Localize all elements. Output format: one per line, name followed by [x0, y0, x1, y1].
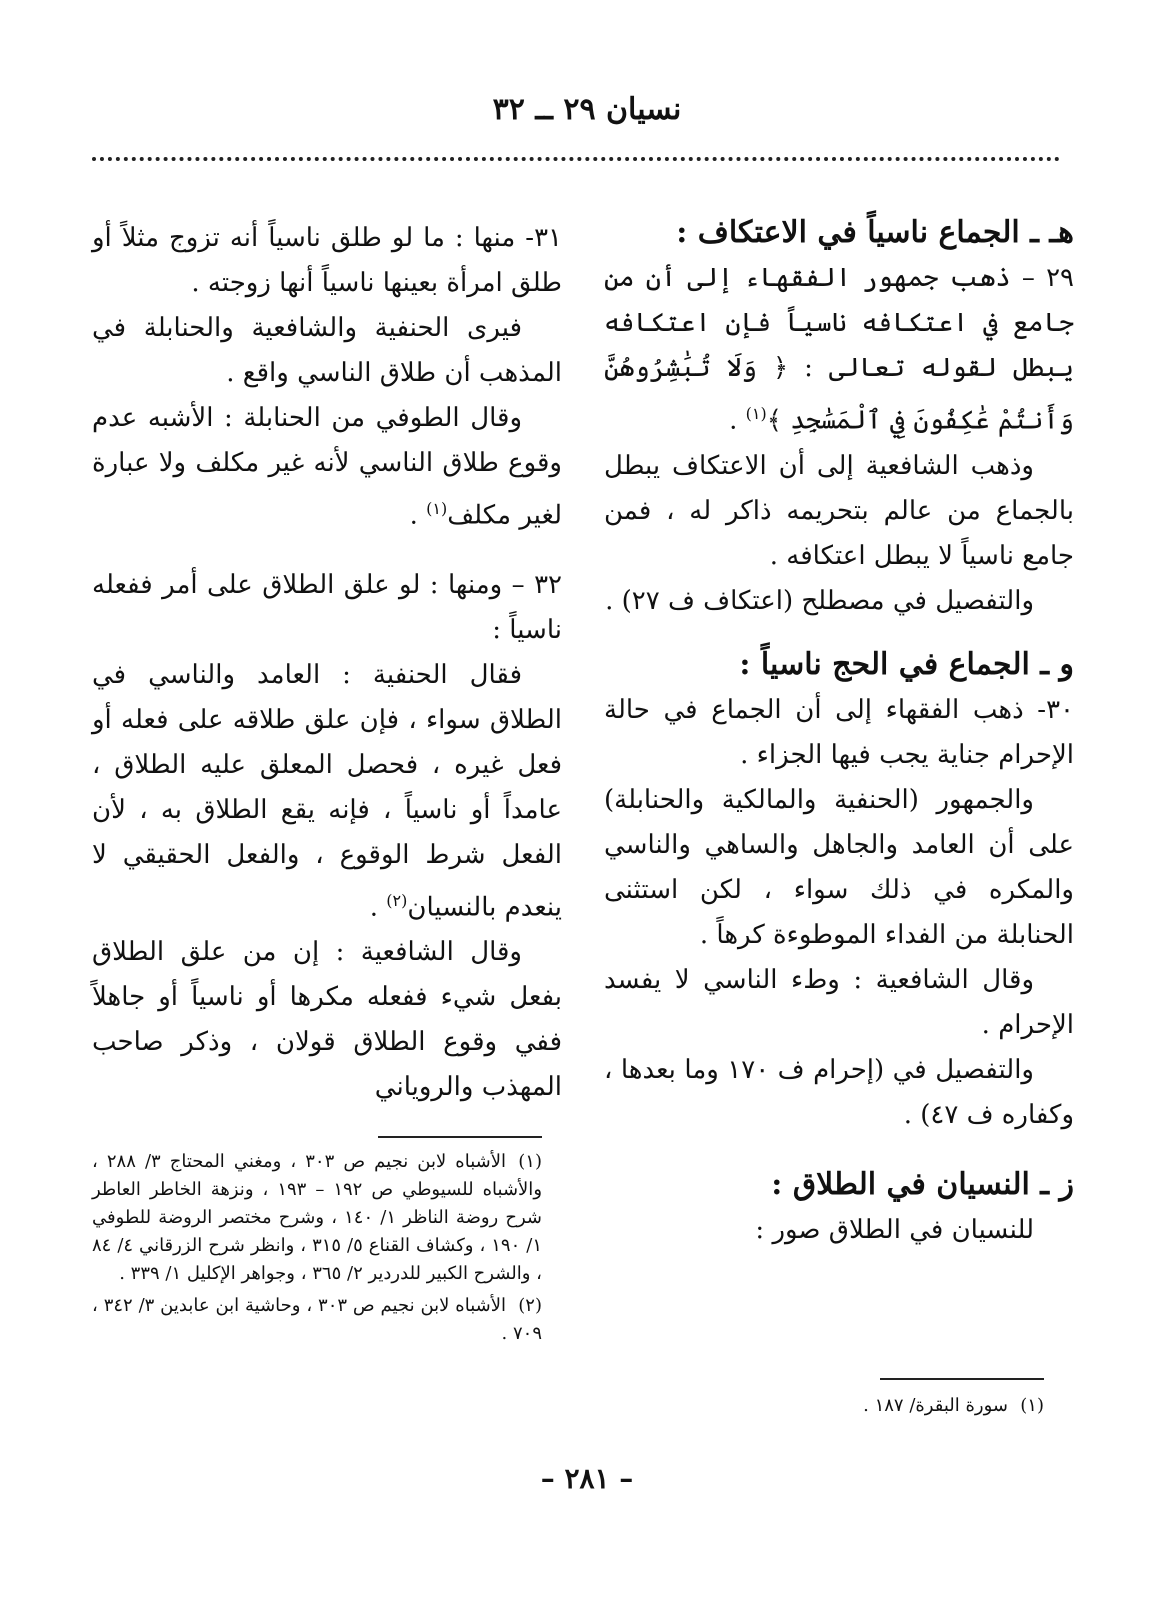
paragraph-30-detail: والتفصيل في (إحرام ف ١٧٠ وما بعدها ، وكفاره ف ٤٧) .	[604, 1054, 1074, 1130]
footnote-rule-right	[880, 1378, 1044, 1380]
paragraph-29-detail: والتفصيل في مصطلح (اعتكاف ف ٢٧) .	[605, 585, 1034, 616]
paragraph-29-shafii: وذهب الشافعية إلى أن الاعتكاف يبطل بالجماع من عالم بتحريمه ذاكر له ، فمن جامع ناسياً لا يبطل اعتكافه .	[604, 450, 1074, 571]
footnote-item: (٢)الأشباه لابن نجيم ص ٣٠٣ ، وحاشية ابن عابدين ٣/ ٣٤٢ ، ٧٠٩ .	[92, 1295, 542, 1344]
paragraph-29: ٢٩ – ذهب جمهور الفقهاء إلى أن من جامع في اعتكافه ناسياً فإن اعتكافه يبطل لقوله تعالى : ﴿ وَلَا تُبَٰشِرُوهُنَّ وَأَنتُمْ عَٰكِفُونَ فِي ٱلْمَسَٰجِدِ ﴾$^{(١)}$ .	[604, 263, 1074, 436]
footnote-rule-left	[378, 1136, 542, 1138]
header-dotted-rule	[92, 157, 1060, 161]
footnote-item: (١)سورة البقرة/ ١٨٧ .	[863, 1395, 1044, 1416]
footnote-ref: (١)	[426, 499, 448, 518]
paragraph-talaq-intro: للنسيان في الطلاق صور :	[755, 1214, 1034, 1245]
footnote-ref: (٢)	[386, 890, 408, 910]
right-column	[604, 210, 1074, 1253]
page-number: – ٢٨١ –	[540, 1462, 634, 1495]
paragraph-32-hanafi: فقال الحنفية : العامد والناسي في الطلاق سواء ، فإن علق طلاقه على فعله أو فعل غيره ، فحصل المعلق عليه الطلاق ، عامداً أو ناسياً ، فإنه يقع الطلاق به ، لأن الفعل شرط الوقوع ، والفعل الحقيقي لا ينعدم بالنسيان$^{(٢)}$ .	[92, 659, 562, 923]
paragraph-32-shafii: وقال الشافعية : إن من علق الطلاق بفعل شيء ففعله مكرها أو ناسياً أو جاهلاً ففي وقوع الطلاق قولان ، وذكر صاحب المهذب والروياني	[92, 937, 562, 1103]
paragraph-31: ٣١- منها : ما لو طلق ناسياً أنه تزوج مثلاً أو طلق امرأة بعينها ناسياً أنها زوجته .	[92, 223, 562, 298]
footnotes-left	[92, 1148, 542, 1352]
paragraph-30-majority: والجمهور (الحنفية والمالكية والحنابلة) على أن العامد والجاهل والساهي والناسي والمكره في ذلك سواء ، لكن استثنى الحنابلة من الفداء الموطوءة كرهاً .	[604, 784, 1074, 950]
paragraph-31-majority: فيرى الحنفية والشافعية والحنابلة في المذهب أن طلاق الناسي واقع .	[92, 313, 562, 388]
paragraph-30-shafii: وقال الشافعية : وطء الناسي لا يفسد الإحرام .	[604, 964, 1074, 1040]
section-heading-talaq: ز ـ النسيان في الطلاق :	[771, 1166, 1074, 1202]
footnote-ref: (١)	[745, 404, 767, 423]
footnote-item: (١)الأشباه لابن نجيم ص ٣٠٣ ، ومغني المحتاج ٣/ ٢٨٨ ، والأشباه للسيوطي ص ١٩٢ – ١٩٣ ، ونزهة الخاطر العاطر شرح روضة الناظر ١/ ١٤٠ ، وشرح مختصر الروضة للطوفي ١/ ١٩٠ ، وكشاف القناع ٥/ ٣١٥ ، وانظر شرح الزرقاني ٤/ ٨٤ ، والشرح الكبير للدردير ٢/ ٣٦٥ ، وجواهر الإكليل ١/ ٣٣٩ .	[92, 1151, 543, 1284]
section-heading-itikaf: هـ ـ الجماع ناسياً في الاعتكاف :	[676, 215, 1074, 250]
running-header: نسيان ٢٩ ــ ٣٢	[492, 92, 682, 127]
left-column	[92, 216, 562, 1110]
paragraph-30: ٣٠- ذهب الفقهاء إلى أن الجماع في حالة الإحرام جناية يجب فيها الجزاء .	[604, 694, 1074, 770]
paragraph-32: ٣٢ – ومنها : لو علق الطلاق على أمر ففعله ناسياً :	[92, 569, 562, 645]
footnotes-right	[604, 1392, 1044, 1424]
paragraph-31-tufi: وقال الطوفي من الحنابلة : الأشبه عدم وقوع طلاق الناسي لأنه غير مكلف ولا عبارة لغير مكلف$^{(١)}$ .	[92, 403, 562, 531]
section-heading-hajj: و ـ الجماع في الحج ناسياً :	[739, 646, 1074, 682]
